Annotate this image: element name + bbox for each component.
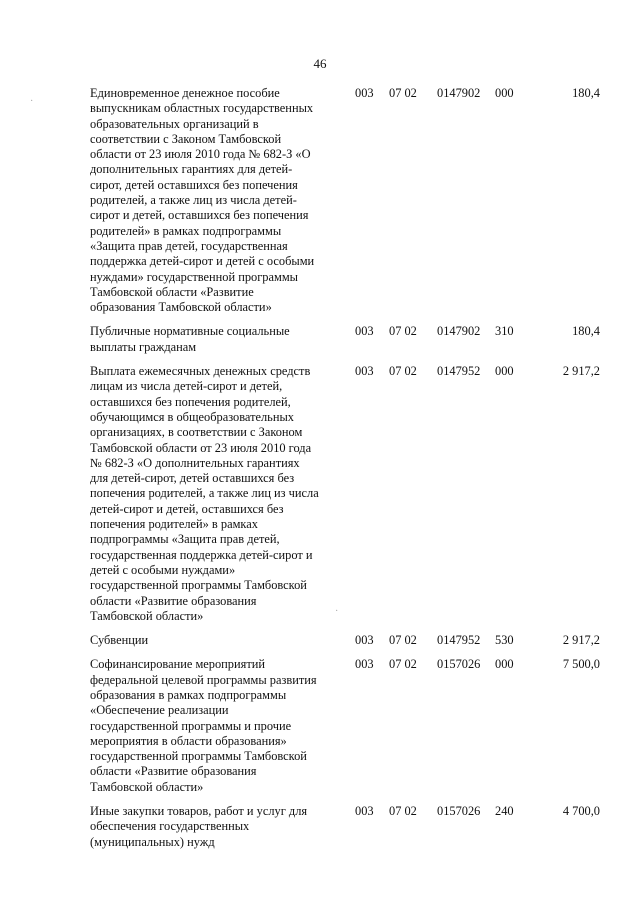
description-line: подпрограммы «Защита прав детей, xyxy=(90,532,280,547)
description-line: родителей, а также лиц из числа детей- xyxy=(90,193,297,208)
table-row xyxy=(0,633,640,648)
amount-value: 4 700,0 xyxy=(562,804,600,819)
row-description xyxy=(90,364,330,624)
description-line: нуждами» государственной программы xyxy=(90,269,299,284)
section-code: 003 xyxy=(355,657,374,672)
subsection-code: 07 02 xyxy=(389,364,417,379)
description-line: родителей» в рамках подпрограммы xyxy=(90,223,282,238)
description-line: образования в рамках подпрограммы xyxy=(90,687,287,702)
target-article-code: 0147952 xyxy=(437,633,481,648)
section-code: 003 xyxy=(355,633,374,648)
description-line: Тамбовской области» xyxy=(90,608,204,623)
description-line: Тамбовской области от 23 июля 2010 года xyxy=(90,440,312,455)
scan-speck: · xyxy=(30,96,34,107)
section-code: 003 xyxy=(355,86,374,100)
description-line: области «Развитие образования xyxy=(90,764,257,779)
description-line: Единовременное денежное пособие xyxy=(90,86,280,100)
subsection-code: 07 02 xyxy=(389,804,417,819)
description-line: соответствии с Законом Тамбовской xyxy=(90,131,282,146)
table-row xyxy=(0,364,640,624)
description-line: Софинансирование мероприятий xyxy=(90,657,266,672)
description-line: федеральной целевой программы развития xyxy=(90,672,317,687)
subsection-code: 07 02 xyxy=(389,324,417,339)
expense-kind-code: 240 xyxy=(495,804,514,819)
section-code: 003 xyxy=(355,364,374,379)
description-line: Публичные нормативные социальные xyxy=(90,324,290,339)
amount-value: 180,4 xyxy=(572,324,600,339)
target-article-code: 0157026 xyxy=(437,657,481,672)
table-row xyxy=(0,324,640,355)
amount-value: 2 917,2 xyxy=(562,364,600,379)
target-article-code: 0147952 xyxy=(437,364,481,379)
row-description xyxy=(90,324,330,355)
subsection-code: 07 02 xyxy=(389,657,417,672)
description-line: «Защита прав детей, государственная xyxy=(90,238,288,253)
amount-value: 2 917,2 xyxy=(562,633,600,648)
description-line: лицам из числа детей-сирот и детей, xyxy=(90,379,283,394)
expense-kind-code: 000 xyxy=(495,657,514,672)
expense-kind-code: 000 xyxy=(495,364,514,379)
row-description xyxy=(90,86,330,315)
description-line: дополнительных гарантиях для детей- xyxy=(90,162,293,177)
description-line: детей-сирот и детей, оставшихся без xyxy=(90,501,284,516)
description-line: образования Тамбовской области» xyxy=(90,300,272,315)
page-number: 46 xyxy=(313,56,327,71)
description-line: выплаты гражданам xyxy=(90,339,197,354)
target-article-code: 0147902 xyxy=(437,86,481,100)
section-code: 003 xyxy=(355,324,374,339)
description-line: для детей-сирот, детей оставшихся без xyxy=(90,471,295,486)
description-line: организациях, в соответствии с Законом xyxy=(90,425,303,440)
subsection-code: 07 02 xyxy=(389,633,417,648)
budget-table xyxy=(0,86,640,850)
description-line: поддержка детей-сирот и детей с особыми xyxy=(90,254,315,269)
description-line: № 682-З «О дополнительных гарантиях xyxy=(90,455,300,470)
description-line: Иные закупки товаров, работ и услуг для xyxy=(90,804,308,819)
table-row xyxy=(0,657,640,795)
amount-value: 7 500,0 xyxy=(562,657,600,672)
description-line: оставшихся без попечения родителей, xyxy=(90,394,291,409)
description-line: образовательных организаций в xyxy=(90,116,259,131)
expense-kind-code: 310 xyxy=(495,324,514,339)
target-article-code: 0157026 xyxy=(437,804,481,819)
description-line: обеспечения государственных xyxy=(90,819,250,834)
description-line: Субвенции xyxy=(90,633,149,648)
description-line: мероприятия в области образования» xyxy=(90,733,287,748)
description-line: (муниципальных) нужд xyxy=(90,834,215,849)
description-line: государственной программы Тамбовской xyxy=(90,578,307,593)
row-description xyxy=(90,804,330,850)
description-line: сирот, детей оставшихся без попечения xyxy=(90,177,298,192)
description-line: Выплата ежемесячных денежных средств xyxy=(90,364,311,379)
amount-value: 180,4 xyxy=(572,86,600,100)
scan-speck: · xyxy=(335,606,339,617)
description-line: обучающимся в общеобразовательных xyxy=(90,409,294,424)
description-line: области от 23 июля 2010 года № 682-З «О xyxy=(90,147,311,162)
description-line: Тамбовской области «Развитие xyxy=(90,284,254,299)
description-line: области «Развитие образования xyxy=(90,593,257,608)
row-description xyxy=(90,657,330,795)
description-line: «Обеспечение реализации xyxy=(90,703,229,718)
table-row xyxy=(0,86,640,315)
subsection-code: 07 02 xyxy=(389,86,417,100)
description-line: государственная поддержка детей-сирот и xyxy=(90,547,313,562)
description-line: государственной программы и прочие xyxy=(90,718,292,733)
description-line: сирот и детей, оставшихся без попечения xyxy=(90,208,309,223)
section-code: 003 xyxy=(355,804,374,819)
description-line: государственной программы Тамбовской xyxy=(90,749,307,764)
description-line: выпускникам областных государственных xyxy=(90,101,314,116)
expense-kind-code: 530 xyxy=(495,633,514,648)
description-line: попечения родителей» в рамках xyxy=(90,517,258,532)
description-line: попечения родителей, а также лиц из числа xyxy=(90,486,319,501)
target-article-code: 0147902 xyxy=(437,324,481,339)
description-line: Тамбовской области» xyxy=(90,779,204,794)
expense-kind-code: 000 xyxy=(495,86,514,100)
description-line: детей с особыми нуждами» xyxy=(90,562,236,577)
row-description xyxy=(90,633,330,648)
table-row xyxy=(0,804,640,850)
